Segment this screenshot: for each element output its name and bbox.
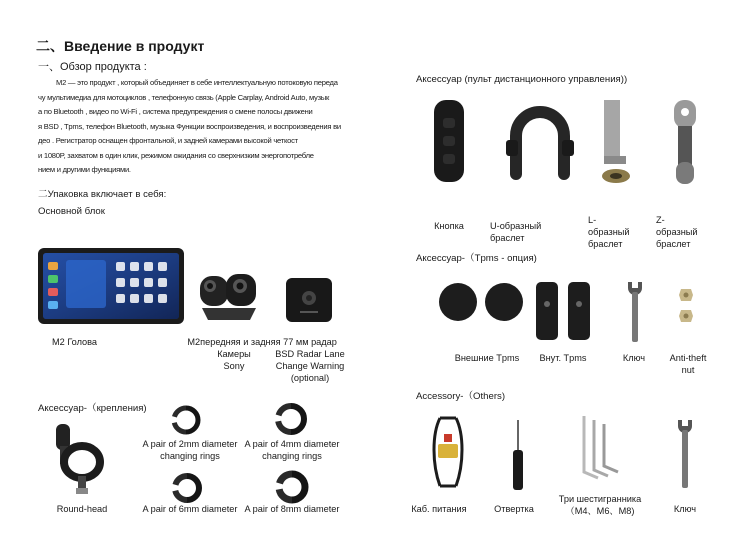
page-title: 二、Введение в продукт (36, 38, 205, 54)
remote-button-label: Кнопка (434, 221, 464, 231)
key-label-tpms: Ключ (622, 353, 646, 363)
screen-device-icon (38, 248, 184, 324)
overview-paragraph (38, 76, 348, 178)
ring-icon (275, 404, 307, 434)
radar-label-line: (optional) (290, 373, 330, 383)
external-tpms-label: Внешние Tpms (454, 353, 520, 363)
l-bracelet-label (588, 214, 648, 250)
radar-icon (286, 278, 332, 322)
ring-2mm-label-line: A pair of 2mm diameter (142, 439, 238, 449)
internal-tpms-label: Внут. Tpms (539, 353, 587, 363)
cameras-label (186, 336, 282, 372)
ring-4mm-label-line: changing rings (262, 451, 322, 461)
ring-4mm-label (240, 438, 344, 462)
wrench-icon (626, 282, 644, 344)
z-bracelet-label-line: образный (656, 227, 698, 237)
overview-line: чу мультимедиа для мотоциклов , телефонную связь (Apple Carplay, Android Auto, музык (38, 92, 330, 102)
radar-label-line: BSD Radar Lane (275, 349, 345, 359)
hex-key-icon (578, 416, 624, 480)
radar-label-line: 77 мм радар (283, 337, 337, 347)
package-title: 二Упаковка включает в себя: (38, 189, 167, 200)
overview-line: я BSD , Tpms, телефон Bluetooth, музыка Функции воспроизведения, и воспроизведения ви (38, 121, 341, 131)
others-title: Accessory-（Others) (416, 391, 506, 402)
u-bracelet-label-line: U-образный (490, 221, 542, 231)
main-unit-title: Основной блок (38, 206, 105, 217)
round-head-mount-icon (50, 424, 110, 496)
l-bracket-icon (596, 100, 636, 188)
ring-icon (172, 474, 202, 502)
key-label-others: Ключ (673, 504, 697, 514)
screwdriver-icon (512, 420, 524, 490)
hex-keys-label-line: （M4、M6、M8) (565, 506, 635, 516)
overview-line: нием и другими функциями. (38, 165, 131, 174)
cable-icon (430, 414, 466, 490)
tpms-title: Аксессуар-（Tpms - опция) (416, 253, 537, 264)
wrench-icon (676, 420, 694, 490)
cameras-label-line: M2передняя и задняя (187, 337, 281, 347)
l-bracelet-label-line: образный (588, 227, 630, 237)
mount-title: Аксессуар-（крепления) (38, 403, 147, 414)
radar-label-line: Change Warning (275, 361, 345, 371)
u-bracelet-label (490, 220, 560, 244)
main-head-label: M2 Голова (52, 337, 98, 347)
overview-line: део . Регистратор оснащен фронтальной, и задней камерами высокой четкост (38, 136, 298, 145)
remote-icon (434, 100, 464, 182)
l-bracelet-label-line: L- (588, 215, 597, 225)
u-bracket-icon (502, 100, 578, 178)
ring-4mm-label-line: A pair of 4mm diameter (244, 439, 340, 449)
ring-8mm-label: A pair of 8mm diameter (244, 504, 340, 514)
overview-line: и 1080P, захватом в один клик, режимом ожидания со сверхнизким энергопотребле (38, 150, 314, 160)
cameras-label-line: Камеры (217, 349, 251, 359)
z-bracelet-label-line: Z- (656, 215, 665, 225)
cameras-label-line: Sony (223, 361, 245, 371)
anti-theft-nut-label-line: Anti-theft (669, 353, 707, 363)
power-cable-label: Каб. питания (411, 504, 467, 514)
radar-label (270, 336, 350, 384)
overview-title: 一、Обзор продукта : (38, 61, 147, 73)
screwdriver-label: Отвертка (494, 504, 534, 514)
hex-keys-label-line: Три шестигранника (558, 494, 642, 504)
ring-2mm-label (138, 438, 242, 462)
remote-title: Аксессуар (пульт дистанционного управления)) (416, 74, 628, 85)
tpms-sensor-icon (536, 282, 592, 342)
u-bracelet-label-line: браслет (490, 233, 525, 243)
anti-theft-nut-label (660, 352, 716, 376)
tpms-sensor-icon (438, 282, 526, 322)
overview-line: M2 — это продукт , который объединяет в себе интеллектуальную потоковую переда (56, 78, 338, 87)
camera-icon (196, 270, 262, 324)
z-bracelet-label (656, 214, 716, 250)
z-bracket-icon (672, 100, 700, 186)
anti-theft-nut-label-line: nut (681, 365, 695, 375)
round-head-label: Round-head (56, 504, 108, 514)
nut-icon (678, 288, 694, 324)
ring-icon (276, 472, 308, 502)
ring-6mm-label: A pair of 6mm diameter (142, 504, 238, 514)
l-bracelet-label-line: браслет (588, 239, 623, 249)
overview-line: а по Bluetooth , видео по Wi-Fi , система предупреждения о смене полосы движени (38, 107, 313, 116)
hex-keys-label (552, 493, 648, 517)
ring-2mm-label-line: changing rings (160, 451, 220, 461)
z-bracelet-label-line: браслет (656, 239, 691, 249)
ring-icon (172, 406, 200, 434)
